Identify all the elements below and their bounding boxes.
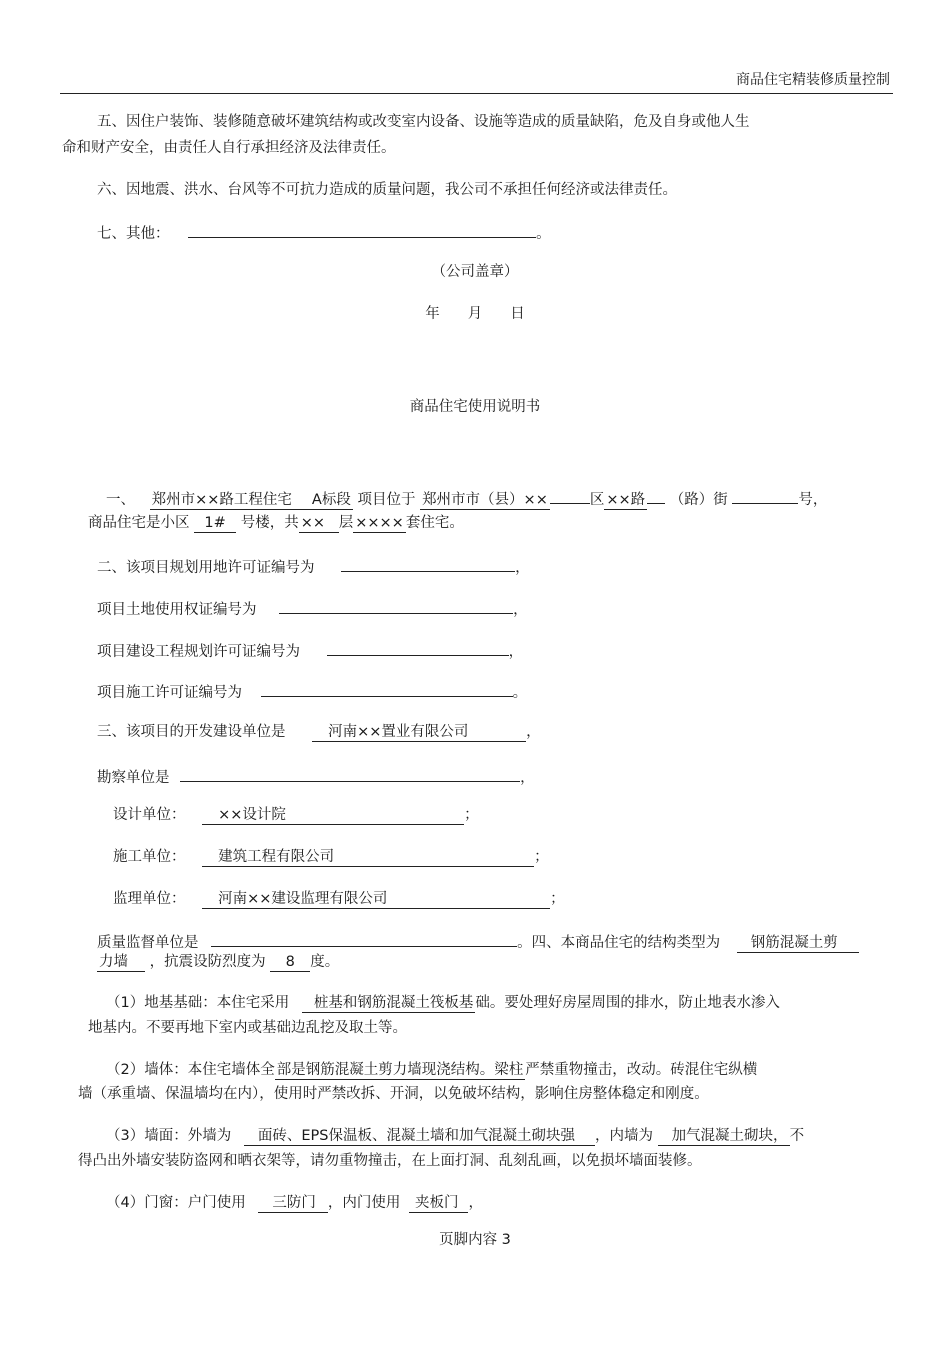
floor-count: ×× [299, 514, 339, 533]
design-label: 设计单位： [113, 807, 186, 823]
supervisor-label: 监理单位： [113, 891, 186, 907]
developer-label: 三、该项目的开发建设单位是 [97, 724, 286, 740]
s1-floor: 层 [338, 515, 354, 531]
land-use-label: 项目土地使用权证编号为 [97, 602, 257, 618]
date-line [0, 304, 950, 324]
district-blank [550, 487, 590, 504]
running-header: 商品住宅精装修质量控制 [736, 72, 890, 88]
wall-surface-label: （3）墙面：外墙为 [106, 1128, 232, 1144]
wall-surface-line2: 得凸出外墙安装防盗网和晒衣架等，请勿重物撞击，在上面打洞、乱刻乱画，以免损坏墙面装修。 [78, 1153, 702, 1169]
comma: ， [526, 724, 541, 740]
land-use-cert [97, 597, 528, 620]
date-month: 月 [467, 306, 483, 322]
build-plan-permit [97, 639, 523, 662]
section-1-line1 [106, 487, 827, 510]
company-seal: （公司盖章） [431, 264, 519, 280]
developer-line [97, 722, 541, 742]
builder-label: 施工单位： [113, 849, 186, 865]
semicolon: ； [464, 807, 479, 823]
interior-label: ，内墙为 [594, 1128, 653, 1144]
comma: ， [513, 602, 528, 618]
clause-5-line2: 命和财产安全，由责任人自行承担经济及法律责任。 [62, 140, 396, 156]
developer-name: 河南××置业有限公司 [312, 723, 526, 742]
supervisor-unit: 河南××建设监理有限公司 [202, 890, 550, 909]
design-unit: ××设计院 [202, 806, 464, 825]
comma: ， [508, 644, 524, 660]
survey-label: 勘察单位是 [97, 770, 170, 786]
wall-text: 严禁重物撞击，改动。砖混住宅纵横 [525, 1062, 758, 1078]
land-plan-permit [97, 555, 530, 578]
land-plan-blank [341, 555, 515, 572]
foundation-text: 础。要处理好房屋周围的排水，防止地表水渗入 [475, 995, 780, 1011]
builder-unit: 建筑工程有限公司 [202, 848, 534, 867]
wall-line2: 墙（承重墙、保温墙均在内），使用时严禁改拆、开洞，以免破坏结构，影响住房整体稳定和刚度。 [78, 1086, 709, 1102]
construction-permit [97, 680, 527, 703]
comma: ， [520, 770, 535, 786]
period: 。 [512, 685, 528, 701]
comma: ， [515, 560, 530, 576]
clause-7 [97, 221, 551, 244]
building-number: 1# [194, 514, 236, 533]
clause-5-line1: 五、因住户装饰、装修随意破坏建筑结构或改变室内设备、设施等造成的质量缺陷，危及自身或他人生 [97, 114, 750, 130]
construction-blank [261, 680, 513, 697]
construction-label: 项目施工许可证编号为 [97, 685, 242, 701]
quality-label: 质量监督单位是 [97, 935, 199, 951]
clause-7-label: 七、其他： [97, 226, 170, 242]
section-1-line2 [88, 513, 464, 533]
land-use-blank [279, 597, 513, 614]
project-city: 郑州市市（县）×× [422, 492, 548, 508]
quality-blank [211, 930, 517, 947]
design-line [113, 805, 479, 825]
project-name: 郑州市××路工程住宅 A标段 [151, 492, 351, 508]
seismic-label: ，抗震设防烈度为 [149, 954, 266, 970]
builder-line [113, 847, 549, 867]
date-day: 日 [510, 306, 525, 322]
doors-label: （4）门窗：户门使用 [106, 1195, 246, 1211]
seismic-intensity: 8 [270, 953, 310, 972]
seismic-end: 度。 [310, 954, 340, 970]
wall-surface-line1 [106, 1126, 804, 1146]
semicolon: ； [550, 891, 565, 907]
s1-street: （路）街 [669, 492, 728, 508]
seismic-line [97, 952, 339, 972]
not-text: 不 [789, 1128, 805, 1144]
s1-units: 套住宅。 [405, 515, 464, 531]
header-rule [60, 93, 893, 94]
entry-door: 三防门 [258, 1194, 328, 1213]
wall-type: 部是钢筋混凝土剪力墙现浇结构。梁柱 [276, 1062, 524, 1078]
survey-blank [180, 765, 520, 782]
foundation-line2: 地基内。不要再地下室内或基础边乱挖及取土等。 [88, 1020, 407, 1036]
structure-type-a: 钢筋混凝土剪 [737, 934, 859, 953]
quality-line [97, 930, 859, 953]
other-blank [188, 221, 536, 238]
build-plan-blank [327, 639, 509, 656]
comma: ， [468, 1195, 483, 1211]
inner-door: 夹板门 [409, 1194, 469, 1213]
s1-prefix: 一、 [106, 492, 135, 508]
foundation-type: 桩基和钢筋混凝土筏板基 [302, 994, 476, 1013]
s1-district: 区 [589, 492, 605, 508]
inner-door-label: ，内门使用 [327, 1195, 401, 1211]
wall-line1 [106, 1060, 757, 1080]
unit-count: ×××× [355, 515, 404, 531]
exterior-wall: 面砖、EPS保温板、混凝土墙和加气混凝土砌块强 [244, 1127, 595, 1146]
build-plan-label: 项目建设工程规划许可证编号为 [97, 644, 300, 660]
interior-wall: 加气混凝土砌块， [658, 1127, 790, 1146]
project-road: ××路 [606, 492, 646, 508]
structure-type-b: 力墙 [97, 953, 145, 972]
wall-label: （2）墙体：本住宅墙体全 [106, 1062, 275, 1078]
land-plan-label: 二、该项目规划用地许可证编号为 [97, 560, 315, 576]
s1-number: 号， [798, 492, 828, 508]
s1-building: 号楼，共 [240, 515, 299, 531]
manual-title: 商品住宅使用说明书 [409, 399, 541, 415]
foundation-line1 [106, 993, 780, 1013]
number-blank [732, 487, 798, 504]
page-footer: 页脚内容 3 [439, 1232, 511, 1248]
supervisor-line [113, 889, 565, 909]
semicolon: ； [534, 849, 549, 865]
road-blank [647, 487, 665, 504]
s1-community: 商品住宅是小区 [88, 515, 190, 531]
date-year: 年 [425, 306, 440, 322]
structure-label: 。四、本商品住宅的结构类型为 [517, 935, 721, 951]
s1-located: 项目位于 [357, 492, 416, 508]
survey-line [97, 765, 535, 788]
clause-7-end: 。 [536, 226, 551, 242]
doors-line [106, 1193, 483, 1213]
foundation-label: （1）地基基础：本住宅采用 [106, 995, 290, 1011]
clause-6: 六、因地震、洪水、台风等不可抗力造成的质量问题，我公司不承担任何经济或法律责任。 [97, 182, 677, 198]
